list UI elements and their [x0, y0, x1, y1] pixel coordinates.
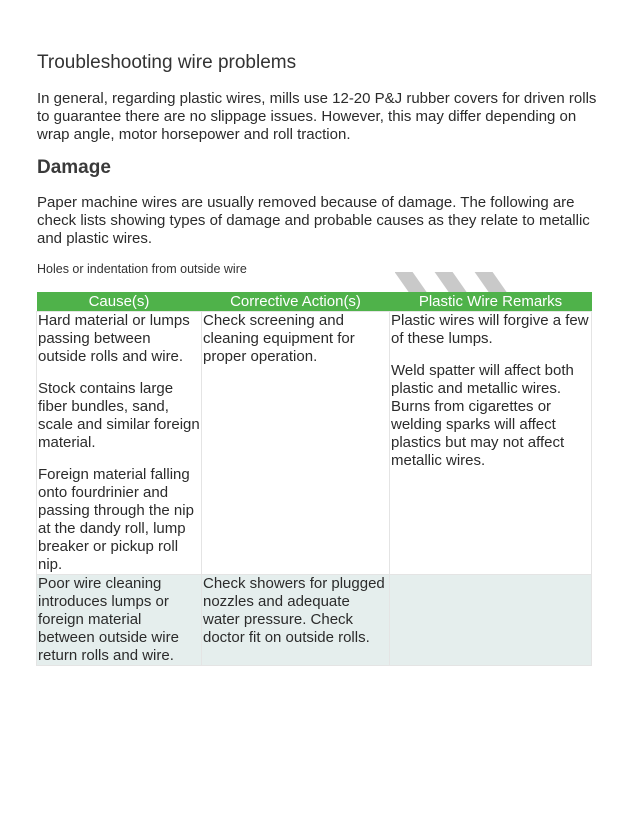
section-heading-damage: Damage — [37, 157, 111, 178]
cause-item: Foreign material falling onto fourdrinier and passing through the nip at the dandy roll, lump breaker or pickup roll nip. — [38, 466, 194, 573]
cause-item: Hard material or lumps passing between outside rolls and wire. — [38, 312, 190, 365]
page-title: Troubleshooting wire problems — [37, 52, 297, 73]
watermark-fragment — [395, 272, 535, 294]
cause-item: Stock contains large fiber bundles, sand, scale and similar foreign material. — [38, 380, 200, 451]
table-caption: Holes or indentation from outside wire — [37, 262, 247, 276]
table-row — [37, 312, 592, 575]
column-header-action: Corrective Action(s) — [202, 292, 390, 312]
column-header-remarks: Plastic Wire Remarks — [390, 292, 592, 312]
cause-item: Poor wire cleaning introduces lumps or foreign material between outside wire return rolls and wire. — [38, 575, 179, 664]
remarks-cell — [390, 312, 592, 575]
action-cell — [202, 575, 390, 666]
cause-cell — [37, 575, 202, 666]
action-cell — [202, 312, 390, 575]
table-row — [37, 575, 592, 666]
remarks-cell — [390, 575, 592, 666]
damage-table — [36, 292, 592, 666]
table-header-row — [37, 292, 592, 312]
remark-item: Weld spatter will affect both plastic and metallic wires. Burns from cigarettes or welding sparks will affect plastics but may not affect metallic wires. — [391, 362, 574, 469]
action-item: Check showers for plugged nozzles and adequate water pressure. Check doctor fit on outside rolls. — [203, 575, 385, 646]
column-header-cause: Cause(s) — [37, 292, 202, 312]
cause-cell — [37, 312, 202, 575]
action-item: Check screening and cleaning equipment for proper operation. — [203, 312, 355, 365]
damage-paragraph: Paper machine wires are usually removed because of damage. The following are check lists showing types of damage and probable causes as they relate to metallic and plastic wires. — [37, 194, 590, 247]
remark-item: Plastic wires will forgive a few of these lumps. — [391, 312, 589, 347]
intro-paragraph: In general, regarding plastic wires, mills use 12-20 P&J rubber covers for driven rolls to guarantee there are no slippage issues. However, this may differ depending on wrap angle, motor horsepower and roll traction. — [37, 90, 597, 143]
